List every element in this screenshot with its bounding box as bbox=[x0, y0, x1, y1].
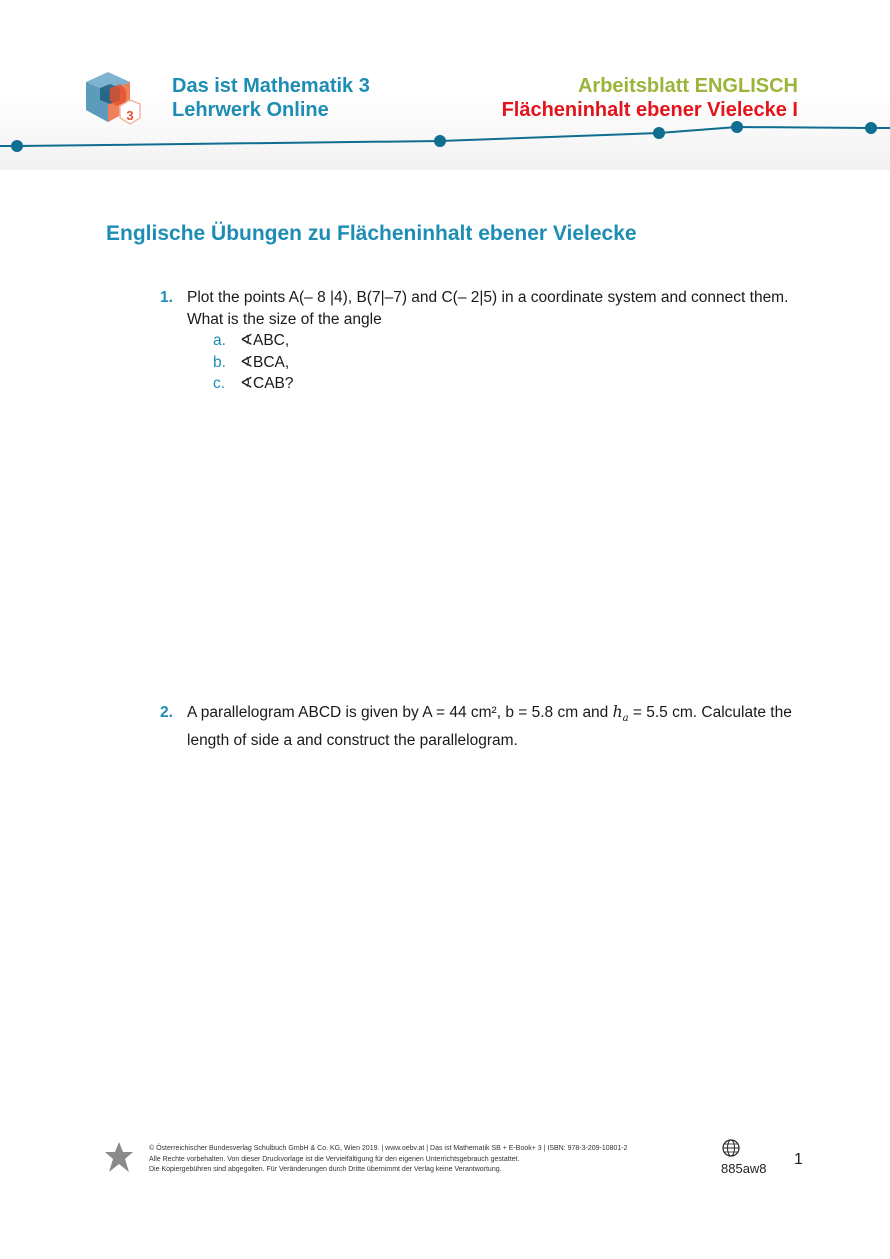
variable-subscript: a bbox=[622, 713, 629, 725]
subtask-list bbox=[213, 330, 800, 395]
page-title: Englische Übungen zu Flächeninhalt ebener Vielecke bbox=[106, 222, 637, 245]
footer-line-3: Die Kopiergebühren sind abgegolten. Für Veränderungen durch Dritte übernimmt der Verlag keine Verantwortung. bbox=[149, 1166, 502, 1173]
subtask-text: ∢ ABC, bbox=[240, 330, 289, 352]
logo-digit: 3 bbox=[126, 108, 134, 123]
task-text-after: = 5.5 cm. Calculate the length of side a and construct the parallelogram. bbox=[187, 704, 792, 749]
subtask-text: ∢ BCA, bbox=[240, 352, 289, 374]
variable-h-a bbox=[612, 703, 629, 725]
globe-icon[interactable] bbox=[721, 1138, 741, 1158]
task-number: 1. bbox=[160, 289, 173, 306]
task-text: Plot the points A(– 8 |4), B(7|–7) and C(– 2|5) in a coordinate system and connect them. What is the size of the angle bbox=[187, 289, 789, 328]
page-number: 1 bbox=[794, 1151, 803, 1168]
subtask-text: ∢ CAB? bbox=[240, 373, 294, 395]
online-code[interactable]: 885aw8 bbox=[721, 1161, 767, 1176]
sheet-topic: Flächeninhalt ebener Vielecke I bbox=[501, 99, 798, 121]
brand-title: Das ist Mathematik 3 bbox=[172, 75, 370, 97]
task-number: 2. bbox=[160, 704, 173, 721]
sheet-kind: Arbeitsblatt ENGLISCH bbox=[577, 75, 798, 97]
subtask-label: b. bbox=[213, 353, 226, 371]
subtask-label: a. bbox=[213, 332, 226, 349]
footer-copyright bbox=[149, 1144, 709, 1176]
subtask-a bbox=[213, 330, 800, 352]
task-1 bbox=[160, 287, 800, 395]
task-text-before: A parallelogram ABCD is given by A = 44 cm², b = 5.8 cm and bbox=[187, 704, 609, 721]
subtask-c bbox=[213, 373, 800, 395]
footer-line-2: Alle Rechte vorbehalten. Von dieser Druckvorlage ist die Vervielfältigung für den eigenen Unterrichtsgebrauch gestattet. bbox=[149, 1155, 520, 1163]
footer-line-1: © Österreichischer Bundesverlag Schulbuch GmbH & Co. KG, Wien 2019. | www.oebv.at | Das ist Mathematik SB + E-Book+ 3 | ISBN: 978-3-209-10801-2 bbox=[149, 1145, 628, 1152]
task-2 bbox=[160, 702, 800, 751]
variable-letter: h bbox=[612, 703, 623, 721]
task-text bbox=[187, 702, 800, 751]
publisher-logo-icon bbox=[103, 1140, 135, 1174]
subtask-label: c. bbox=[213, 375, 226, 392]
header-decorative-line bbox=[0, 112, 890, 162]
subtask-b bbox=[213, 352, 800, 374]
brand-subtitle: Lehrwerk Online bbox=[172, 99, 329, 121]
